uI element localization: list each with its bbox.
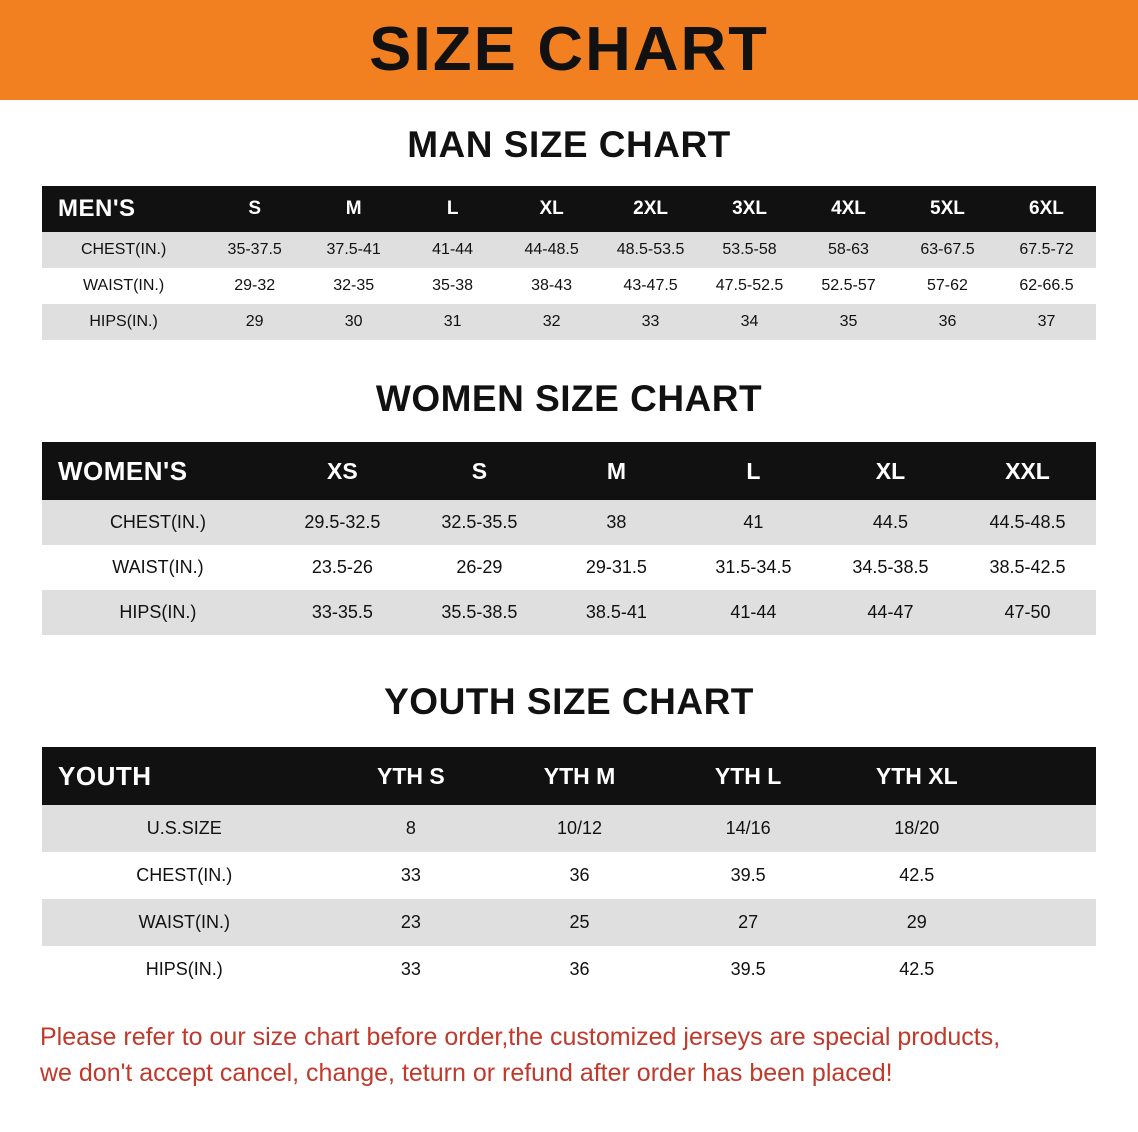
row-label-hips: HIPS(IN.) — [42, 590, 274, 635]
row-label-us-size: U.S.SIZE — [42, 805, 327, 852]
table-header-row — [42, 186, 1096, 232]
cell: 23 — [327, 899, 496, 946]
cell: 39.5 — [664, 852, 833, 899]
cell: 29 — [205, 304, 304, 340]
cell: 44.5 — [822, 500, 959, 545]
cell: 10/12 — [495, 805, 664, 852]
cell-spacer — [1001, 852, 1096, 899]
cell: 26-29 — [411, 545, 548, 590]
disclaimer-line-2: we don't accept cancel, change, teturn or refund after order has been placed! — [40, 1059, 893, 1088]
table-row — [42, 232, 1096, 268]
col-header-6xl: 6XL — [997, 186, 1096, 232]
cell: 14/16 — [664, 805, 833, 852]
col-header-2xl: 2XL — [601, 186, 700, 232]
col-header-3xl: 3XL — [700, 186, 799, 232]
cell: 29-31.5 — [548, 545, 685, 590]
row-label-waist: WAIST(IN.) — [42, 899, 327, 946]
cell: 8 — [327, 805, 496, 852]
col-header-s: S — [205, 186, 304, 232]
table-row — [42, 545, 1096, 590]
col-header-mens: MEN'S — [42, 186, 205, 232]
cell: 37 — [997, 304, 1096, 340]
cell: 34.5-38.5 — [822, 545, 959, 590]
col-header-yth-xl: YTH XL — [832, 747, 1001, 805]
cell: 33-35.5 — [274, 590, 411, 635]
col-header-s: S — [411, 442, 548, 500]
cell: 47.5-52.5 — [700, 268, 799, 304]
cell: 38.5-42.5 — [959, 545, 1096, 590]
cell: 44.5-48.5 — [959, 500, 1096, 545]
cell: 31 — [403, 304, 502, 340]
row-label-chest: CHEST(IN.) — [42, 852, 327, 899]
row-label-chest: CHEST(IN.) — [42, 232, 205, 268]
cell: 44-47 — [822, 590, 959, 635]
youth-table-wrap — [42, 747, 1096, 993]
man-section-title: MAN SIZE CHART — [407, 124, 731, 165]
cell: 67.5-72 — [997, 232, 1096, 268]
cell: 62-66.5 — [997, 268, 1096, 304]
man-size-table — [42, 186, 1096, 340]
cell: 33 — [601, 304, 700, 340]
table-row — [42, 304, 1096, 340]
cell: 18/20 — [832, 805, 1001, 852]
cell-spacer — [1001, 899, 1096, 946]
cell: 27 — [664, 899, 833, 946]
cell: 32 — [502, 304, 601, 340]
women-section-title: WOMEN SIZE CHART — [375, 378, 763, 419]
cell: 35-38 — [403, 268, 502, 304]
cell: 31.5-34.5 — [685, 545, 822, 590]
cell: 35-37.5 — [205, 232, 304, 268]
cell: 63-67.5 — [898, 232, 997, 268]
cell: 43-47.5 — [601, 268, 700, 304]
cell: 33 — [327, 946, 496, 993]
row-label-waist: WAIST(IN.) — [42, 545, 274, 590]
cell: 57-62 — [898, 268, 997, 304]
table-row — [42, 899, 1096, 946]
cell: 32-35 — [304, 268, 403, 304]
col-header-4xl: 4XL — [799, 186, 898, 232]
cell: 25 — [495, 899, 664, 946]
cell: 36 — [495, 852, 664, 899]
table-row — [42, 852, 1096, 899]
col-header-yth-l: YTH L — [664, 747, 833, 805]
cell: 39.5 — [664, 946, 833, 993]
cell: 29.5-32.5 — [274, 500, 411, 545]
cell: 32.5-35.5 — [411, 500, 548, 545]
women-size-table — [42, 442, 1096, 635]
cell: 36 — [898, 304, 997, 340]
cell: 29 — [832, 899, 1001, 946]
youth-section-title: YOUTH SIZE CHART — [384, 681, 754, 722]
cell: 41 — [685, 500, 822, 545]
col-header-spacer — [1001, 747, 1096, 805]
col-header-l: L — [403, 186, 502, 232]
cell: 58-63 — [799, 232, 898, 268]
cell: 42.5 — [832, 852, 1001, 899]
cell-spacer — [1001, 805, 1096, 852]
col-header-youth: YOUTH — [42, 747, 327, 805]
row-label-hips: HIPS(IN.) — [42, 304, 205, 340]
cell: 23.5-26 — [274, 545, 411, 590]
col-header-l: L — [685, 442, 822, 500]
row-label-waist: WAIST(IN.) — [42, 268, 205, 304]
table-row — [42, 500, 1096, 545]
cell: 30 — [304, 304, 403, 340]
col-header-5xl: 5XL — [898, 186, 997, 232]
cell: 52.5-57 — [799, 268, 898, 304]
cell: 34 — [700, 304, 799, 340]
row-label-chest: CHEST(IN.) — [42, 500, 274, 545]
disclaimer-note — [40, 1019, 1098, 1092]
cell: 47-50 — [959, 590, 1096, 635]
man-table-wrap — [42, 186, 1096, 340]
cell: 38-43 — [502, 268, 601, 304]
disclaimer-line-1: Please refer to our size chart before order,the customized jerseys are special products, — [40, 1023, 1001, 1051]
cell: 35 — [799, 304, 898, 340]
table-row — [42, 590, 1096, 635]
table-row — [42, 805, 1096, 852]
col-header-xl: XL — [502, 186, 601, 232]
col-header-yth-s: YTH S — [327, 747, 496, 805]
cell: 37.5-41 — [304, 232, 403, 268]
col-header-m: M — [304, 186, 403, 232]
table-row — [42, 946, 1096, 993]
banner — [0, 0, 1138, 100]
row-label-hips: HIPS(IN.) — [42, 946, 327, 993]
col-header-womens: WOMEN'S — [42, 442, 274, 500]
col-header-xs: XS — [274, 442, 411, 500]
table-row — [42, 268, 1096, 304]
cell: 33 — [327, 852, 496, 899]
cell: 44-48.5 — [502, 232, 601, 268]
women-table-wrap — [42, 442, 1096, 635]
table-header-row — [42, 442, 1096, 500]
col-header-xl: XL — [822, 442, 959, 500]
youth-size-table — [42, 747, 1096, 993]
banner-title: SIZE CHART — [369, 15, 769, 84]
cell: 38 — [548, 500, 685, 545]
col-header-xxl: XXL — [959, 442, 1096, 500]
cell: 41-44 — [403, 232, 502, 268]
col-header-yth-m: YTH M — [495, 747, 664, 805]
cell: 41-44 — [685, 590, 822, 635]
cell: 36 — [495, 946, 664, 993]
cell: 42.5 — [832, 946, 1001, 993]
cell: 53.5-58 — [700, 232, 799, 268]
col-header-m: M — [548, 442, 685, 500]
cell: 35.5-38.5 — [411, 590, 548, 635]
cell: 38.5-41 — [548, 590, 685, 635]
cell-spacer — [1001, 946, 1096, 993]
table-header-row — [42, 747, 1096, 805]
cell: 29-32 — [205, 268, 304, 304]
cell: 48.5-53.5 — [601, 232, 700, 268]
